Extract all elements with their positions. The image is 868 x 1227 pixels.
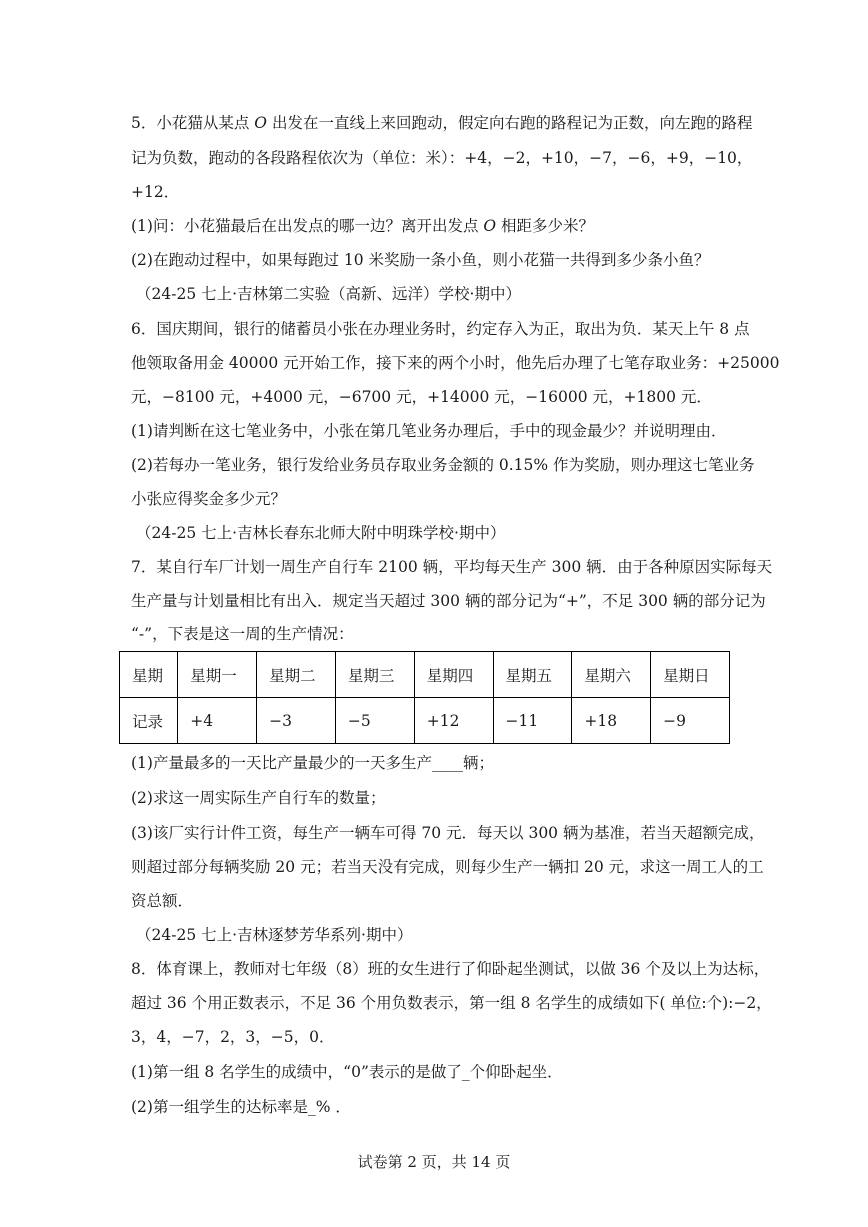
table-row [120, 698, 730, 744]
table-cell: −3 [257, 698, 336, 744]
production-table [119, 651, 730, 744]
q5-line-1: 5．小花猫从某点 O 出发在一直线上来回跑动，假定向右跑的路程记为正数，向左跑的路程 [131, 114, 753, 132]
q8-sub-1: (1)第一组 8 名学生的成绩中，“0”表示的是做了_个仰卧起坐． [131, 1063, 563, 1081]
q6-line-1: 6．国庆期间，银行的储蓄员小张在办理业务时，约定存入为正，取出为负．某天上午 8 点 [131, 320, 750, 338]
table-cell: 星期 [120, 652, 178, 698]
page-footer: 试卷第 2 页，共 14 页 [357, 1153, 511, 1171]
point-o: O [483, 217, 497, 235]
table-cell: −5 [335, 698, 414, 744]
table-cell: 星期一 [178, 652, 257, 698]
q7-sub-3a: (3)该厂实行计件工资，每生产一辆车可得 70 元．每天以 300 辆为基准，若当天超额完成， [131, 824, 765, 842]
q6-line-2: 他领取备用金 40000 元开始工作，接下来的两个小时，他先后办理了七笔存取业务：+25000 [131, 354, 780, 372]
q8-source: （24-25 七上·吉林逐梦芳华系列·期中） [136, 926, 413, 944]
table-cell: 星期五 [493, 652, 572, 698]
q7-line-3: “-”，下表是这一周的生产情况： [131, 625, 354, 643]
point-o: O [254, 114, 268, 132]
q7-source: （24-25 七上·吉林长春东北师大附中明珠学校·期中） [136, 524, 506, 542]
q8-line-3: 3，4，−7，2，3，−5，0． [131, 1028, 335, 1046]
table-cell: 记录 [120, 698, 178, 744]
table-cell: 星期三 [335, 652, 414, 698]
table-cell: 星期六 [572, 652, 651, 698]
q5-sub-1: (1)问：小花猫最后在出发点的哪一边？离开出发点 O 相距多少米？ [131, 217, 595, 235]
table-header-row [120, 652, 730, 698]
table-cell: 星期四 [414, 652, 493, 698]
q6-source: （24-25 七上·吉林第二实验（高新、远洋）学校·期中） [136, 285, 521, 303]
q6-sub-2a: (2)若每办一笔业务，银行发给业务员存取业务金额的 0.15% 作为奖励，则办理这七笔业务 [131, 456, 755, 474]
q8-line-2: 超过 36 个用正数表示，不足 36 个用负数表示，第一组 8 名学生的成绩如下( 单位:个):−2， [131, 994, 772, 1012]
table-cell: 星期二 [257, 652, 336, 698]
table-cell: +18 [572, 698, 651, 744]
q7-line-1: 7．某自行车厂计划一周生产自行车 2100 辆，平均每天生产 300 辆．由于各种原因实际每天 [131, 558, 773, 576]
q8-sub-2: (2)第一组学生的达标率是_% ． [131, 1098, 351, 1116]
q7-sub-1: (1)产量最多的一天比产量最少的一天多生产____辆； [131, 754, 494, 772]
q5-sub-2: (2)在跑动过程中，如果每跑过 10 米奖励一条小鱼，则小花猫一共得到多少条小鱼？ [131, 251, 710, 269]
q6-sub-1: (1)请判断在这七笔业务中，小张在第几笔业务办理后，手中的现金最少？并说明理由． [131, 422, 727, 440]
table-cell: +12 [414, 698, 493, 744]
q7-sub-3b: 则超过部分每辆奖励 20 元；若当天没有完成，则每少生产一辆扣 20 元，求这一周工人的工 [131, 858, 764, 876]
q5-line-3: +12． [131, 183, 180, 201]
q6-line-3: 元，−8100 元，+4000 元，−6700 元，+14000 元，−16000 元，+1800 元． [131, 388, 712, 406]
q7-line-2: 生产量与计划量相比有出入．规定当天超过 300 辆的部分记为“+”，不足 300 辆的部分记为 [131, 592, 766, 610]
q6-sub-2b: 小张应得奖金多少元？ [131, 490, 287, 508]
q5-line-2: 记为负数，跑动的各段路程依次为（单位：米）：+4，−2，+10，−7，−6，+9，−10， [131, 149, 753, 167]
table-cell: −9 [651, 698, 730, 744]
q8-line-1: 8．体育课上，教师对七年级（8）班的女生进行了仰卧起坐测试，以做 36 个及以上为达标， [131, 960, 770, 978]
table-cell: −11 [493, 698, 572, 744]
table-cell: 星期日 [651, 652, 730, 698]
q7-sub-2: (2)求这一周实际生产自行车的数量； [131, 789, 386, 807]
table-cell: +4 [178, 698, 257, 744]
q7-sub-3c: 资总额． [131, 892, 194, 910]
